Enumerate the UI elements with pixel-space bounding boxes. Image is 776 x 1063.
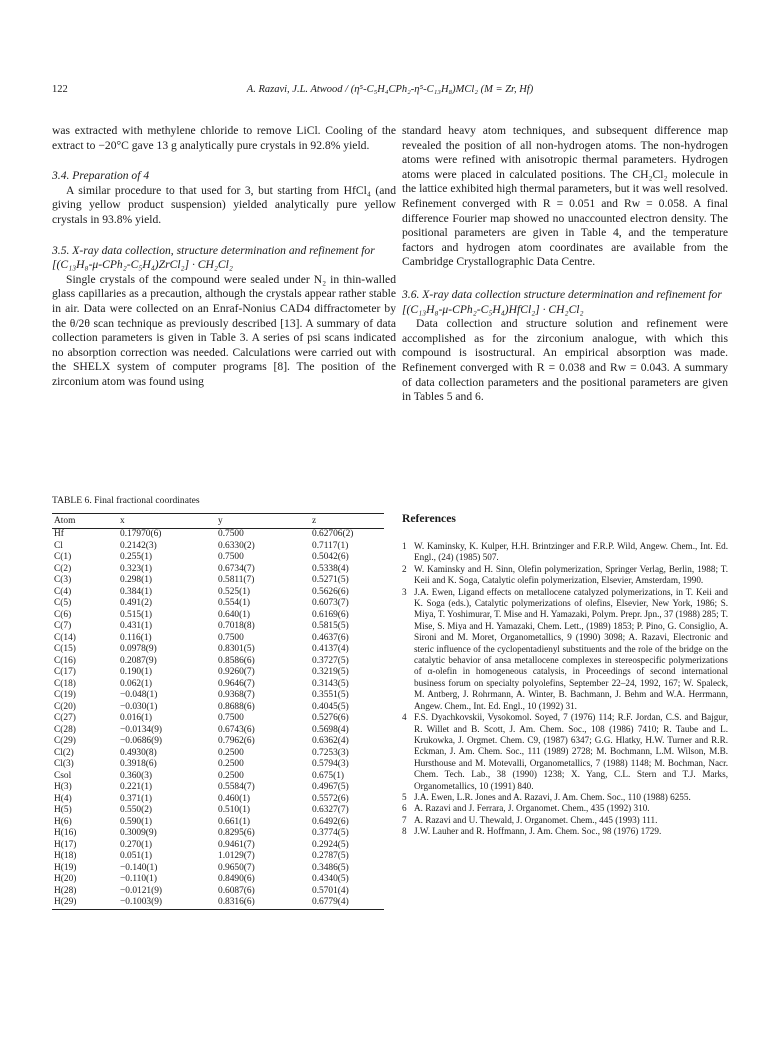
z-cell: 0.6779(4): [312, 897, 349, 907]
section-3-6-title: 3.6. X-ray data collection structure determination and refinement for [(C₁₃H₈-μ-CPh₂-C₅H₄)HfCl₂] · CH₂Cl₂: [402, 287, 722, 316]
z-cell: 0.6492(6): [312, 816, 349, 827]
references-section: [402, 512, 728, 838]
right-column: [402, 124, 728, 405]
atom-cell: C(19): [54, 690, 76, 700]
y-cell: 0.6330(2): [218, 540, 255, 551]
table-row: [52, 702, 384, 714]
table-row: [52, 817, 384, 829]
atom-cell: H(3): [54, 782, 72, 792]
atom-cell: C(3): [54, 575, 72, 585]
reference-text: W. Kaminsky and H. Sinn, Olefin polymerization, Springer Verlag, Berlin, 1988; T. Keii and K. Soga, Catalytic olefin polymerization, Elsevier, Amsterdam, 1990.: [414, 563, 728, 586]
x-cell: 0.016(1): [120, 713, 153, 723]
reference-item: [402, 803, 728, 814]
reference-text: J.A. Ewen, L.R. Jones and A. Razavi, J. Am. Chem. Soc., 110 (1988) 6255.: [414, 791, 691, 802]
header-z: z: [310, 514, 384, 529]
table-row: [52, 541, 384, 553]
page-number: 122: [52, 84, 68, 95]
z-cell: 0.6327(7): [312, 805, 349, 815]
atom-cell: H(5): [54, 805, 72, 815]
reference-number: 3: [402, 586, 407, 597]
z-cell: 0.5276(6): [312, 713, 349, 723]
z-cell: 0.3486(5): [312, 862, 349, 873]
atom-cell: C(28): [54, 724, 76, 735]
z-cell: 0.5701(4): [312, 885, 349, 896]
y-cell: 0.7500: [218, 632, 244, 643]
running-head: A. Razavi, J.L. Atwood / (η⁵-C₅H₄CPh₂-η⁵-C₁₃H₈)MCl₂ (M = Zr, Hf): [246, 84, 534, 95]
atom-cell: C(6): [54, 609, 72, 620]
y-cell: 0.7962(6): [218, 736, 255, 746]
reference-number: 4: [402, 712, 407, 723]
table-row: [52, 667, 384, 679]
x-cell: 0.255(1): [120, 552, 153, 562]
table-row: [52, 575, 384, 587]
table-row: [52, 874, 384, 886]
z-cell: 0.5626(6): [312, 586, 349, 597]
atom-cell: Cl(2): [54, 747, 74, 758]
x-cell: 0.4930(8): [120, 747, 157, 758]
x-cell: −0.0121(9): [120, 885, 162, 896]
reference-text: J.W. Lauher and R. Hoffmann, J. Am. Chem. Soc., 98 (1976) 1729.: [414, 826, 662, 837]
atom-cell: C(15): [54, 644, 76, 654]
reference-item: [402, 564, 728, 587]
header-y: y: [216, 514, 310, 529]
y-cell: 0.2500: [218, 759, 244, 769]
atom-cell: H(19): [54, 862, 77, 873]
table-row: [52, 897, 384, 909]
y-cell: 0.9260(7): [218, 667, 255, 677]
atom-cell: Hf: [54, 529, 64, 539]
x-cell: 0.3009(9): [120, 828, 157, 838]
x-cell: 0.515(1): [120, 609, 153, 620]
z-cell: 0.6169(6): [312, 609, 349, 620]
x-cell: 0.360(3): [120, 770, 153, 781]
x-cell: 0.221(1): [120, 782, 153, 792]
y-cell: 0.7500: [218, 552, 244, 562]
atom-cell: C(27): [54, 713, 76, 723]
table-6: [52, 495, 384, 910]
reference-text: F.S. Dyachkovskii, Vysokomol. Soyed, 7 (1976) 114; R.F. Jordan, C.S. and Bajgur, R. Willet and B. Scott, J. Am. Chem. Soc., 108 (1986) 7410; R. Taube and L. Krukowka, J. Orgmet. Chem. C9, (1987) 6347; G.G. Hlatky, H.W. Turner and R.R. Eckman, J. Am. Chem. Soc., 111 (1989) 2728; M. Bochmann, L.M. Wilson, M.B. Hursthouse and M. Motevalli, Organometallics, 7 (1988) 1148; M. Bochman, Nacr. Chem. Tech. Lab., 38 (1990) 1238; X. Yang, C.L. Stern and T.J. Marks, Organometallics, 10 (1991) 840.: [414, 712, 728, 791]
atom-cell: Csol: [54, 770, 72, 781]
reference-item: [402, 541, 728, 564]
atom-cell: H(4): [54, 793, 72, 804]
table-row: [52, 794, 384, 806]
x-cell: 0.491(2): [120, 598, 153, 608]
header-atom: Atom: [52, 514, 118, 529]
x-cell: −0.1003(9): [120, 897, 162, 907]
y-cell: 0.2500: [218, 747, 244, 758]
z-cell: 0.62706(2): [312, 529, 354, 539]
left-column: [52, 124, 396, 390]
section-3-4-title: 3.4. Preparation of 4: [52, 169, 150, 183]
shelx-name: SHELX: [72, 360, 111, 374]
atom-cell: C(16): [54, 655, 76, 666]
table-row: [52, 633, 384, 645]
z-cell: 0.5794(3): [312, 759, 349, 769]
y-cell: 0.7500: [218, 529, 244, 539]
z-cell: 0.5338(4): [312, 563, 349, 574]
z-cell: 0.2787(5): [312, 851, 349, 861]
table-bottom-rule: [52, 909, 384, 910]
table-row: [52, 644, 384, 656]
table-row: [52, 863, 384, 875]
reference-number: 8: [402, 826, 407, 837]
table-row: [52, 621, 384, 633]
y-cell: 0.525(1): [218, 586, 251, 597]
y-cell: 0.9650(7): [218, 862, 255, 873]
reference-text: J.A. Ewen, Ligand effects on metallocene catalyzed polymerizations, in T. Keii and K. Soga (eds.), Catalytic polymerizations of olefins, Elsevier, New York, 1986; S. Miya, T. Yoshimurar, T. Mise and H. Yamazaki, Polym. Prepr. Jpn., 37 (1988) 285; T. Mise, S. Miya and H. Yamazaki, Chem. Lett., (1989) 1853; P. Pino, G. Consiglio, A. Sironi and M. Moret, Organometallics, 9 (1990) 3098; A. Razavi, Electronic and steric influence of the cyclopentadienyl substituents and the role of the bridge on the catalytic behavior of ansa metallocene complexes in stereospecific polymerizations of α-olefin in homogeneous catalysis, in Proceedings of second international business forum on specialty polyolefins, September 22–24, 1992, 167; W. Spaleck, M. Antberg, J. Rohrmann, A. Winter, B. Bachmann, J. Behm and W.A. Herrmann, Angew. Chem., Int. Ed. Engl., 10 (1992) 31.: [414, 586, 728, 711]
page-header: [52, 84, 728, 100]
table-row: [52, 771, 384, 783]
x-cell: 0.431(1): [120, 621, 153, 631]
z-cell: 0.3774(5): [312, 828, 349, 838]
table-row: [52, 690, 384, 702]
x-cell: 0.2087(9): [120, 655, 157, 666]
z-cell: 0.3727(5): [312, 655, 349, 666]
reference-text: A. Razavi and U. Thewald, J. Organomet. Chem., 445 (1993) 111.: [414, 814, 658, 825]
y-cell: 0.8295(6): [218, 828, 255, 838]
z-cell: 0.4967(5): [312, 782, 349, 792]
table-row: [52, 840, 384, 852]
z-cell: 0.5042(6): [312, 552, 349, 562]
x-cell: −0.0134(9): [120, 724, 162, 735]
paragraph-continued: standard heavy atom techniques, and subsequent difference map revealed the position of all non-hydrogen atoms. The non-hydrogen atoms were refined with anisotropic thermal parameters. Hydrogen atoms were placed in calculated positions. The CH₂Cl₂ molecule in the lattice exhibited high thermal parameters, but it was well resolved. Refinement converged with R = 0.051 and Rw = 0.058. A final difference Fourier map showed no unaccounted electron density. The positional parameters are given in Table 4, and the temperature factors and hydrogen atom coordinates are available from the Cambridge Crystallographic Data Centre.: [402, 124, 728, 269]
table-row: [52, 725, 384, 737]
z-cell: 0.2924(5): [312, 839, 349, 850]
table-row: [52, 736, 384, 748]
table-row: [52, 587, 384, 599]
reference-number: 6: [402, 803, 407, 814]
table-row: [52, 828, 384, 840]
y-cell: 0.6087(6): [218, 885, 255, 896]
atom-cell: C(14): [54, 632, 76, 643]
x-cell: 0.270(1): [120, 839, 153, 850]
table-row: [52, 713, 384, 725]
table-row: [52, 782, 384, 794]
table-row: [52, 552, 384, 564]
reference-item: [402, 792, 728, 803]
header-x: x: [118, 514, 216, 529]
y-cell: 0.460(1): [218, 793, 251, 804]
x-cell: 0.2142(3): [120, 540, 157, 551]
reference-item: [402, 587, 728, 712]
table-row: [52, 759, 384, 771]
references-heading: References: [402, 512, 456, 525]
table-row: [52, 564, 384, 576]
atom-cell: H(28): [54, 885, 77, 896]
z-cell: 0.4137(4): [312, 644, 349, 654]
atom-cell: H(6): [54, 816, 72, 827]
table-row: [52, 748, 384, 760]
coordinates-table: [52, 513, 384, 909]
x-cell: −0.0686(9): [120, 736, 162, 746]
x-cell: 0.3918(6): [120, 759, 157, 769]
z-cell: 0.7117(1): [312, 540, 349, 551]
z-cell: 0.5815(5): [312, 621, 349, 631]
z-cell: 0.6362(4): [312, 736, 349, 746]
section-3-5-title: 3.5. X-ray data collection, structure determination and refinement for [(C₁₃H₈-μ-CPh₂-C₅H₄)ZrCl₂] · CH₂Cl₂: [52, 243, 375, 272]
x-cell: −0.140(1): [120, 862, 158, 873]
atom-cell: Cl: [54, 540, 63, 551]
z-cell: 0.4637(6): [312, 632, 349, 643]
reference-number: 7: [402, 814, 407, 825]
atom-cell: C(1): [54, 552, 72, 562]
z-cell: 0.675(1): [312, 770, 345, 781]
table-row: [52, 529, 384, 541]
table-row: [52, 679, 384, 691]
x-cell: 0.190(1): [120, 667, 153, 677]
x-cell: 0.550(2): [120, 805, 153, 815]
reference-item: [402, 826, 728, 837]
y-cell: 0.510(1): [218, 805, 251, 815]
y-cell: 0.8586(6): [218, 655, 255, 666]
y-cell: 0.661(1): [218, 816, 251, 827]
z-cell: 0.3143(5): [312, 678, 349, 689]
z-cell: 0.4045(5): [312, 701, 349, 712]
y-cell: 0.7500: [218, 713, 244, 723]
atom-cell: H(18): [54, 851, 77, 861]
y-cell: 0.6734(7): [218, 563, 255, 574]
y-cell: 0.2500: [218, 770, 244, 781]
references-list: [402, 541, 728, 838]
atom-cell: H(20): [54, 874, 77, 884]
y-cell: 0.640(1): [218, 609, 251, 620]
atom-cell: C(2): [54, 563, 72, 574]
z-cell: 0.5271(5): [312, 575, 349, 585]
atom-cell: C(4): [54, 586, 72, 597]
y-cell: 0.9461(7): [218, 839, 255, 850]
section-3-4-body: A similar procedure to that used for 3, but starting from HfCl₄ (and giving yellow product suspension) yielded analytically pure yellow crystals in 93.8% yield.: [52, 183, 396, 226]
atom-cell: C(20): [54, 701, 76, 712]
x-cell: 0.323(1): [120, 563, 153, 574]
x-cell: 0.051(1): [120, 851, 153, 861]
reference-number: 1: [402, 541, 407, 551]
x-cell: −0.030(1): [120, 701, 158, 712]
paragraph-intro: was extracted with methylene chloride to remove LiCl. Cooling of the extract to −20°C gave 13 g analytically pure crystals in 92.8% yield.: [52, 124, 396, 152]
y-cell: 0.8316(6): [218, 897, 255, 907]
table-row: [52, 598, 384, 610]
x-cell: −0.048(1): [120, 690, 158, 700]
z-cell: 0.5698(4): [312, 724, 349, 735]
table-row: [52, 805, 384, 817]
reference-text: W. Kaminsky, K. Kulper, H.H. Brintzinger and F.R.P. Wild, Angew. Chem., Int. Ed. Engl., (24) (1985) 507.: [414, 541, 728, 563]
y-cell: 0.6743(6): [218, 724, 255, 735]
reference-item: [402, 815, 728, 826]
atom-cell: H(16): [54, 828, 77, 838]
table-row: [52, 656, 384, 668]
atom-cell: C(17): [54, 667, 76, 677]
atom-cell: C(5): [54, 598, 72, 608]
y-cell: 0.9368(7): [218, 690, 255, 700]
reference-number: 2: [402, 563, 407, 574]
x-cell: 0.062(1): [120, 678, 153, 689]
table-row: [52, 851, 384, 863]
x-cell: 0.298(1): [120, 575, 153, 585]
table-caption: TABLE 6. Final fractional coordinates: [52, 495, 200, 506]
z-cell: 0.6073(7): [312, 598, 349, 608]
atom-cell: C(7): [54, 621, 72, 631]
y-cell: 0.554(1): [218, 598, 251, 608]
reference-item: [402, 712, 728, 792]
x-cell: 0.371(1): [120, 793, 153, 804]
y-cell: 0.7018(8): [218, 621, 255, 631]
y-cell: 1.0129(7): [218, 851, 255, 861]
y-cell: 0.8688(6): [218, 701, 255, 712]
section-3-5-body: Single crystals of the compound were sealed under N₂ in thin-walled glass capillaries as a precaution, although the crystals appear rather stable in air. Data were collected on an Enraf-Nonius CAD4 diffractometer by the θ/2θ scan technique as previously described [13]. A summary of data collection parameters is given in Table 3. A series of psi scans indicated no absorption correction was needed. Calculations were carried out with the SHELX system of computer programs [8]. The position of the zirconium atom was found using: [52, 272, 396, 388]
x-cell: 0.384(1): [120, 586, 153, 597]
atom-cell: H(29): [54, 897, 77, 907]
z-cell: 0.7253(3): [312, 747, 349, 758]
y-cell: 0.9646(7): [218, 678, 255, 689]
z-cell: 0.5572(6): [312, 793, 349, 804]
x-cell: 0.17970(6): [120, 529, 162, 539]
z-cell: 0.4340(5): [312, 874, 349, 884]
z-cell: 0.3219(5): [312, 667, 349, 677]
reference-number: 5: [402, 791, 407, 802]
z-cell: 0.3551(5): [312, 690, 349, 700]
x-cell: 0.590(1): [120, 816, 153, 827]
y-cell: 0.5811(7): [218, 575, 255, 585]
y-cell: 0.5584(7): [218, 782, 255, 792]
section-3-6-body: Data collection and structure solution and refinement were accomplished as for the zirconium analogue, with which this compound is isostructural. An empirical absorption was made. Refinement converged with R = 0.038 and Rw = 0.043. A summary of data collection parameters and the positional parameters are given in Tables 5 and 6.: [402, 317, 728, 404]
x-cell: 0.116(1): [120, 632, 152, 643]
atom-cell: C(18): [54, 678, 76, 689]
table-row: [52, 610, 384, 622]
reference-text: A. Razavi and J. Ferrara, J. Organomet. Chem., 435 (1992) 310.: [414, 803, 650, 814]
y-cell: 0.8301(5): [218, 644, 255, 654]
table-row: [52, 886, 384, 898]
atom-cell: C(29): [54, 736, 76, 746]
x-cell: 0.0978(9): [120, 644, 157, 654]
y-cell: 0.8490(6): [218, 874, 255, 884]
x-cell: −0.110(1): [120, 874, 157, 884]
atom-cell: H(17): [54, 839, 77, 850]
atom-cell: Cl(3): [54, 759, 74, 769]
